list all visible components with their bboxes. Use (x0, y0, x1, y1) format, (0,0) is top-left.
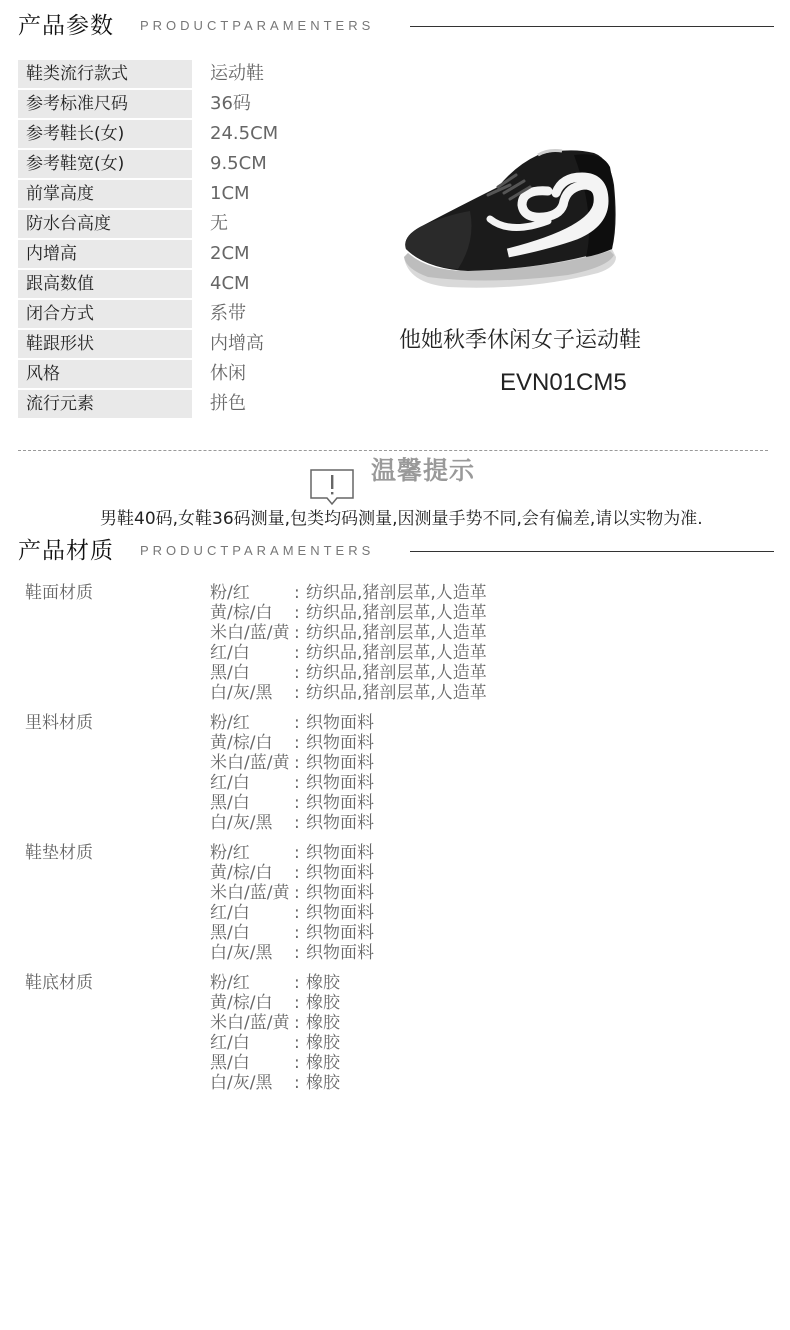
section-subtitle: PRODUCTPARAMENTERS (140, 543, 375, 558)
material-value: 织物面料 (306, 883, 374, 903)
param-row (18, 300, 378, 330)
material-color: 粉/红 (210, 583, 250, 603)
material-separator: : (294, 733, 300, 753)
material-color: 黑/白 (210, 1053, 250, 1073)
material-group (25, 973, 585, 1093)
section-title: 产品参数 (18, 13, 114, 39)
material-label: 鞋垫材质 (25, 843, 93, 863)
param-row (18, 180, 378, 210)
material-line (210, 583, 585, 603)
param-row (18, 150, 378, 180)
material-value: 织物面料 (306, 943, 374, 963)
param-label: 风格 (18, 360, 192, 388)
material-lines (210, 973, 585, 1093)
material-value: 纺织品,猪剖层革,人造革 (306, 643, 487, 663)
material-value: 织物面料 (306, 793, 374, 813)
material-color: 米白/蓝/黄 (210, 883, 290, 903)
material-color: 红/白 (210, 643, 250, 663)
material-separator: : (294, 773, 300, 793)
material-line (210, 883, 585, 903)
material-line (210, 623, 585, 643)
material-color: 黄/棕/白 (210, 863, 273, 883)
param-row (18, 330, 378, 360)
material-line (210, 643, 585, 663)
material-color: 白/灰/黑 (210, 1073, 273, 1093)
material-value: 织物面料 (306, 863, 374, 883)
material-color: 米白/蓝/黄 (210, 753, 290, 773)
params-table (18, 60, 378, 420)
param-row (18, 240, 378, 270)
material-group (25, 583, 585, 703)
param-value: 运动鞋 (210, 63, 264, 84)
material-color: 粉/红 (210, 973, 250, 993)
materials-list (25, 583, 585, 1103)
material-separator: : (294, 813, 300, 833)
material-value: 橡胶 (306, 1013, 340, 1033)
param-value: 36码 (210, 93, 251, 114)
material-value: 纺织品,猪剖层革,人造革 (306, 623, 487, 643)
param-value: 4CM (210, 273, 250, 294)
param-row (18, 210, 378, 240)
material-color: 黑/白 (210, 663, 250, 683)
section-rule (410, 26, 774, 27)
material-separator: : (294, 943, 300, 963)
material-color: 红/白 (210, 773, 250, 793)
param-label: 闭合方式 (18, 300, 192, 328)
param-value: 1CM (210, 183, 250, 204)
material-line (210, 843, 585, 863)
param-row (18, 360, 378, 390)
material-line (210, 683, 585, 703)
material-value: 橡胶 (306, 1073, 340, 1093)
material-line (210, 923, 585, 943)
material-line (210, 1073, 585, 1093)
material-value: 纺织品,猪剖层革,人造革 (306, 683, 487, 703)
param-value: 无 (210, 213, 228, 234)
param-label: 跟高数值 (18, 270, 192, 298)
material-value: 织物面料 (306, 843, 374, 863)
product-code: EVN01CM5 (500, 369, 627, 396)
material-line (210, 1053, 585, 1073)
material-label: 鞋面材质 (25, 583, 93, 603)
material-color: 粉/红 (210, 843, 250, 863)
material-line (210, 1013, 585, 1033)
section-subtitle: PRODUCTPARAMENTERS (140, 18, 375, 33)
param-label: 鞋类流行款式 (18, 60, 192, 88)
material-label: 鞋底材质 (25, 973, 93, 993)
material-separator: : (294, 1033, 300, 1053)
material-line (210, 663, 585, 683)
material-value: 橡胶 (306, 993, 340, 1013)
param-label: 前掌高度 (18, 180, 192, 208)
param-value: 2CM (210, 243, 250, 264)
material-color: 黄/棕/白 (210, 603, 273, 623)
material-value: 橡胶 (306, 973, 340, 993)
material-group (25, 713, 585, 833)
param-value: 系带 (210, 303, 246, 324)
material-value: 织物面料 (306, 773, 374, 793)
dashed-divider (18, 450, 768, 451)
material-value: 织物面料 (306, 753, 374, 773)
material-lines (210, 583, 585, 703)
material-line (210, 793, 585, 813)
material-value: 橡胶 (306, 1053, 340, 1073)
tip-text: 男鞋40码,女鞋36码测量,包类均码测量,因测量手势不同,会有偏差,请以实物为准. (100, 509, 703, 529)
material-separator: : (294, 793, 300, 813)
material-color: 红/白 (210, 1033, 250, 1053)
material-separator: : (294, 643, 300, 663)
material-line (210, 993, 585, 1013)
material-line (210, 943, 585, 963)
material-separator: : (294, 843, 300, 863)
material-separator: : (294, 973, 300, 993)
param-row (18, 60, 378, 90)
tip-title: 温馨提示 (371, 456, 476, 485)
param-label: 防水台高度 (18, 210, 192, 238)
material-line (210, 713, 585, 733)
material-separator: : (294, 663, 300, 683)
material-separator: : (294, 863, 300, 883)
material-line (210, 903, 585, 923)
material-separator: : (294, 1013, 300, 1033)
material-value: 织物面料 (306, 813, 374, 833)
material-line (210, 733, 585, 753)
material-color: 黑/白 (210, 793, 250, 813)
material-group (25, 843, 585, 963)
material-line (210, 973, 585, 993)
param-row (18, 120, 378, 150)
section-header-params (18, 10, 774, 42)
param-row (18, 270, 378, 300)
section-header-materials (18, 535, 774, 567)
material-separator: : (294, 883, 300, 903)
material-color: 粉/红 (210, 713, 250, 733)
param-value: 休闲 (210, 363, 246, 384)
material-value: 纺织品,猪剖层革,人造革 (306, 603, 487, 623)
material-color: 白/灰/黑 (210, 813, 273, 833)
param-row (18, 90, 378, 120)
material-line (210, 1033, 585, 1053)
material-separator: : (294, 683, 300, 703)
param-value: 24.5CM (210, 123, 279, 144)
material-color: 黄/棕/白 (210, 733, 273, 753)
param-value: 9.5CM (210, 153, 267, 174)
material-color: 红/白 (210, 903, 250, 923)
material-separator: : (294, 923, 300, 943)
section-rule (410, 551, 774, 552)
material-color: 白/灰/黑 (210, 683, 273, 703)
material-separator: : (294, 713, 300, 733)
param-label: 参考鞋长(女) (18, 120, 192, 148)
param-value: 内增高 (210, 333, 264, 354)
material-value: 织物面料 (306, 923, 374, 943)
exclamation-speech-icon (309, 468, 355, 508)
material-separator: : (294, 1073, 300, 1093)
material-color: 白/灰/黑 (210, 943, 273, 963)
material-lines (210, 843, 585, 963)
material-line (210, 753, 585, 773)
material-color: 米白/蓝/黄 (210, 623, 290, 643)
material-separator: : (294, 1053, 300, 1073)
material-value: 橡胶 (306, 1033, 340, 1053)
section-title: 产品材质 (18, 538, 114, 564)
material-value: 纺织品,猪剖层革,人造革 (306, 583, 487, 603)
material-value: 织物面料 (306, 903, 374, 923)
material-line (210, 863, 585, 883)
material-line (210, 813, 585, 833)
material-separator: : (294, 993, 300, 1013)
material-value: 织物面料 (306, 733, 374, 753)
material-separator: : (294, 753, 300, 773)
param-label: 内增高 (18, 240, 192, 268)
material-separator: : (294, 583, 300, 603)
material-separator: : (294, 603, 300, 623)
param-label: 鞋跟形状 (18, 330, 192, 358)
param-label: 参考标准尺码 (18, 90, 192, 118)
material-value: 纺织品,猪剖层革,人造革 (306, 663, 487, 683)
material-separator: : (294, 623, 300, 643)
material-value: 织物面料 (306, 713, 374, 733)
param-value: 拼色 (210, 393, 246, 414)
param-label: 参考鞋宽(女) (18, 150, 192, 178)
param-row (18, 390, 378, 420)
material-color: 黄/棕/白 (210, 993, 273, 1013)
sneaker-image (398, 145, 622, 295)
material-color: 米白/蓝/黄 (210, 1013, 290, 1033)
material-line (210, 603, 585, 623)
material-line (210, 773, 585, 793)
param-label: 流行元素 (18, 390, 192, 418)
material-lines (210, 713, 585, 833)
material-label: 里料材质 (25, 713, 93, 733)
product-name: 他她秋季休闲女子运动鞋 (399, 328, 642, 353)
material-color: 黑/白 (210, 923, 250, 943)
material-separator: : (294, 903, 300, 923)
